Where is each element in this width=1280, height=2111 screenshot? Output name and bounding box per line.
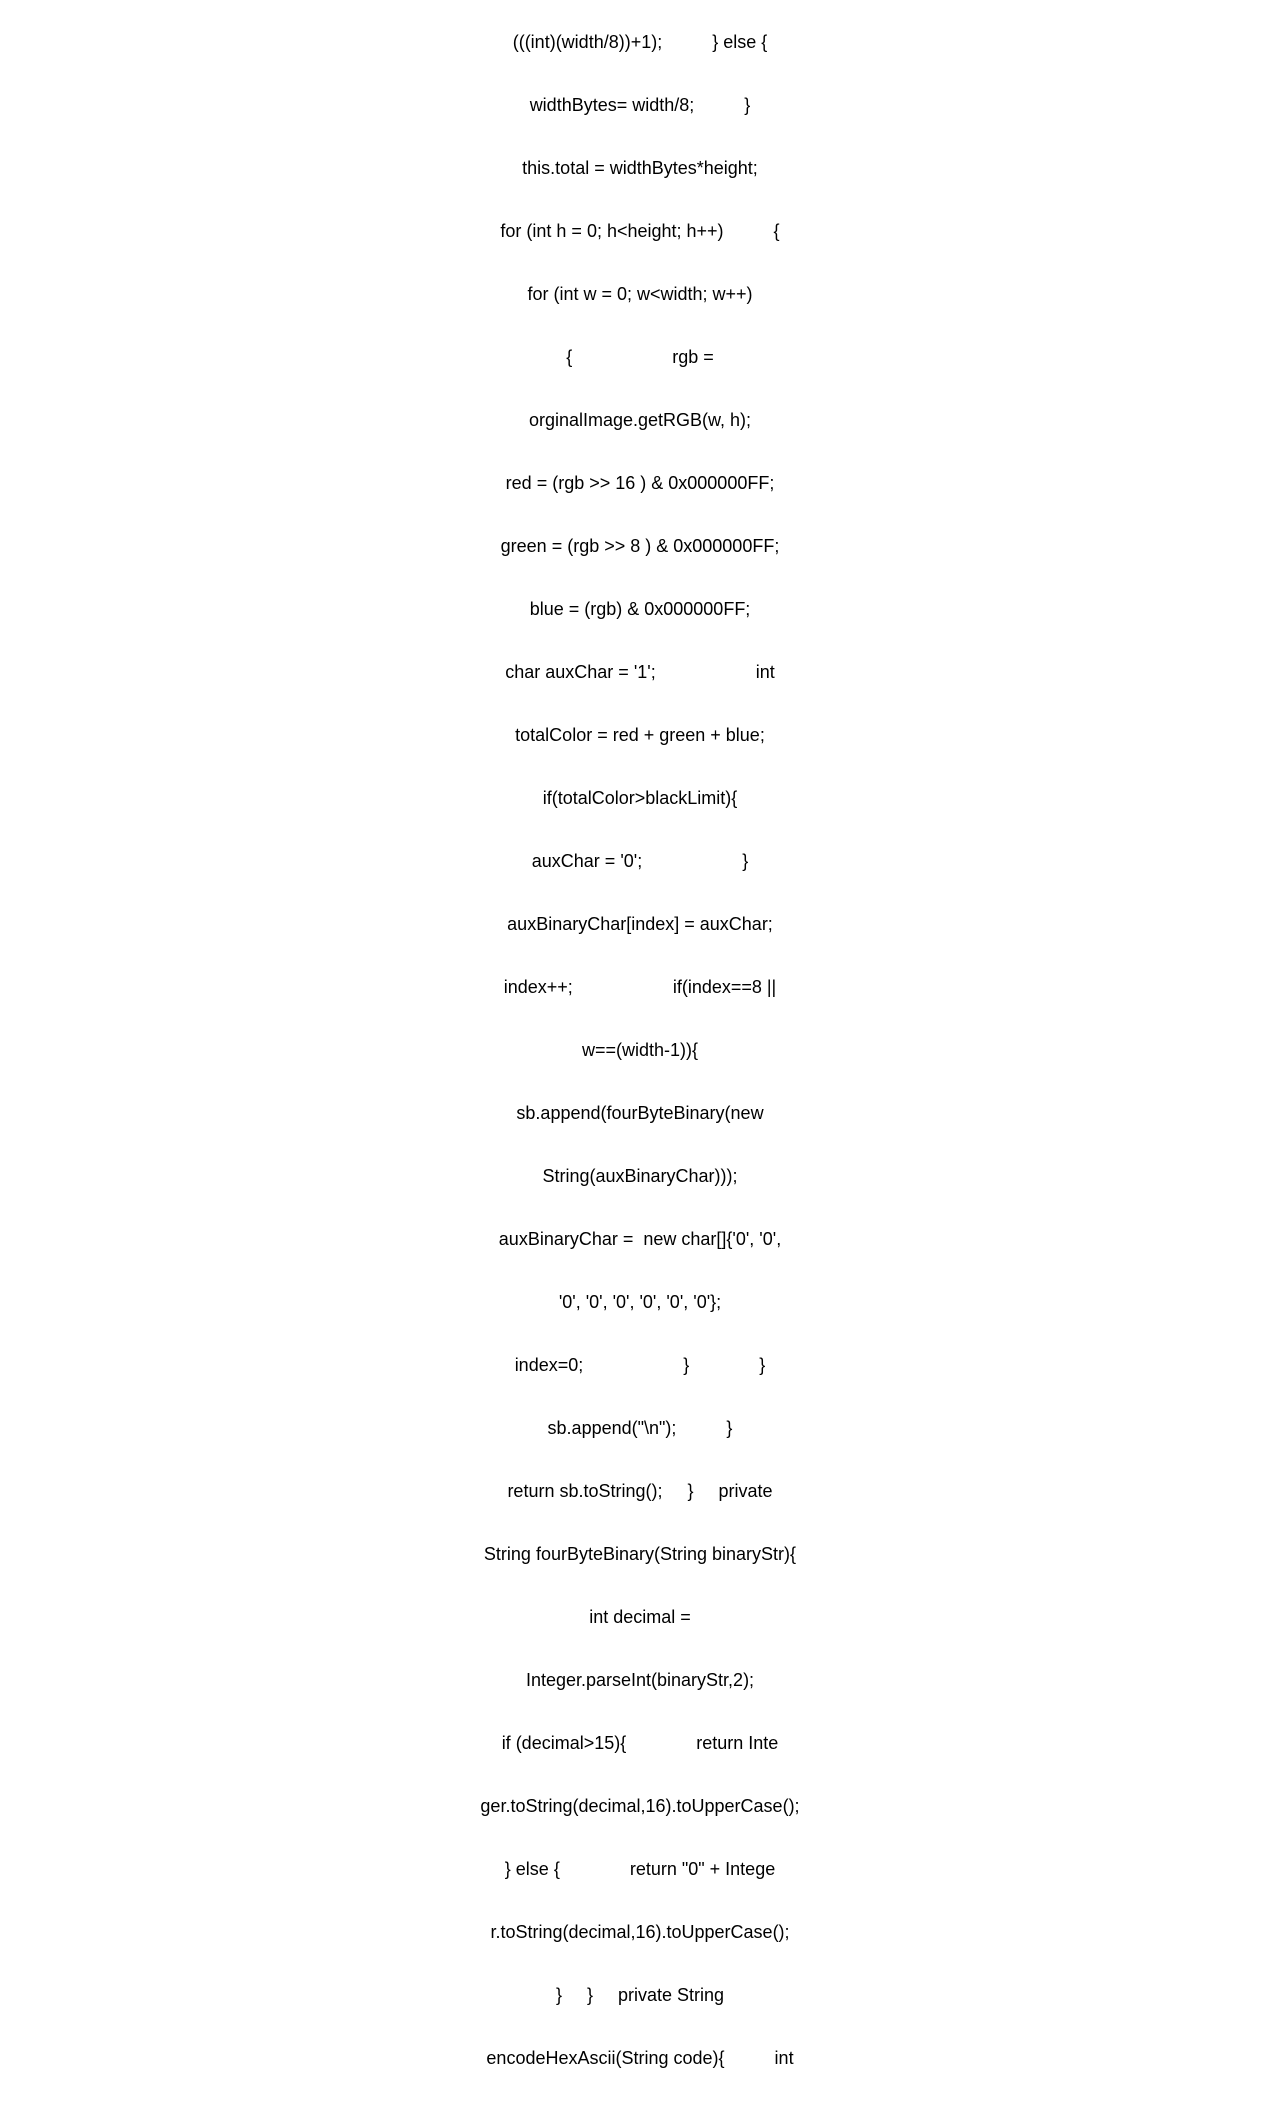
code-line: orginalImage.getRGB(w, h); — [528, 410, 752, 430]
code-line: Integer.parseInt(binaryStr,2); — [525, 1670, 755, 1690]
code-line: encodeHexAscii(String code){ int — [486, 2048, 794, 2068]
code-line: } } private String — [555, 1985, 725, 2005]
code-line: { rgb = — [566, 347, 714, 367]
code-line: index++; if(index==8 || — [503, 977, 777, 997]
code-line: '0', '0', '0', '0', '0', '0'}; — [558, 1292, 722, 1312]
code-line: for (int w = 0; w<width; w++) — [527, 284, 753, 304]
code-line: auxChar = '0'; } — [531, 851, 749, 871]
code-line: w==(width-1)){ — [581, 1040, 699, 1060]
code-line: for (int h = 0; h<height; h++) { — [500, 221, 780, 241]
code-line: return sb.toString(); } private — [507, 1481, 773, 1501]
code-line: if (decimal>15){ return Inte — [501, 1733, 779, 1753]
code-line: widthBytes= width/8; } — [529, 95, 751, 115]
code-line: r.toString(decimal,16).toUpperCase(); — [490, 1922, 790, 1942]
code-line: char auxChar = '1'; int — [505, 662, 775, 682]
code-line: (((int)(width/8))+1); } else { — [512, 32, 768, 52]
code-line: blue = (rgb) & 0x000000FF; — [529, 599, 751, 619]
code-line: this.total = widthBytes*height; — [522, 158, 758, 178]
code-line: sb.append(fourByteBinary(new — [516, 1103, 764, 1123]
code-line: green = (rgb >> 8 ) & 0x000000FF; — [500, 536, 780, 556]
code-line: sb.append("\n"); } — [547, 1418, 733, 1438]
code-line: String fourByteBinary(String binaryStr){ — [483, 1544, 797, 1564]
code-line: int decimal = — [589, 1607, 691, 1627]
code-line: auxBinaryChar[index] = auxChar; — [507, 914, 773, 934]
code-line: ger.toString(decimal,16).toUpperCase(); — [480, 1796, 800, 1816]
code-line: index=0; } } — [514, 1355, 766, 1375]
code-line: String(auxBinaryChar))); — [542, 1166, 738, 1186]
code-line: if(totalColor>blackLimit){ — [542, 788, 738, 808]
code-line: totalColor = red + green + blue; — [515, 725, 765, 745]
code-line: } else { return "0" + Intege — [504, 1859, 776, 1879]
code-line: auxBinaryChar = new char[]{'0', '0', — [498, 1229, 782, 1249]
code-line: red = (rgb >> 16 ) & 0x000000FF; — [505, 473, 775, 493]
